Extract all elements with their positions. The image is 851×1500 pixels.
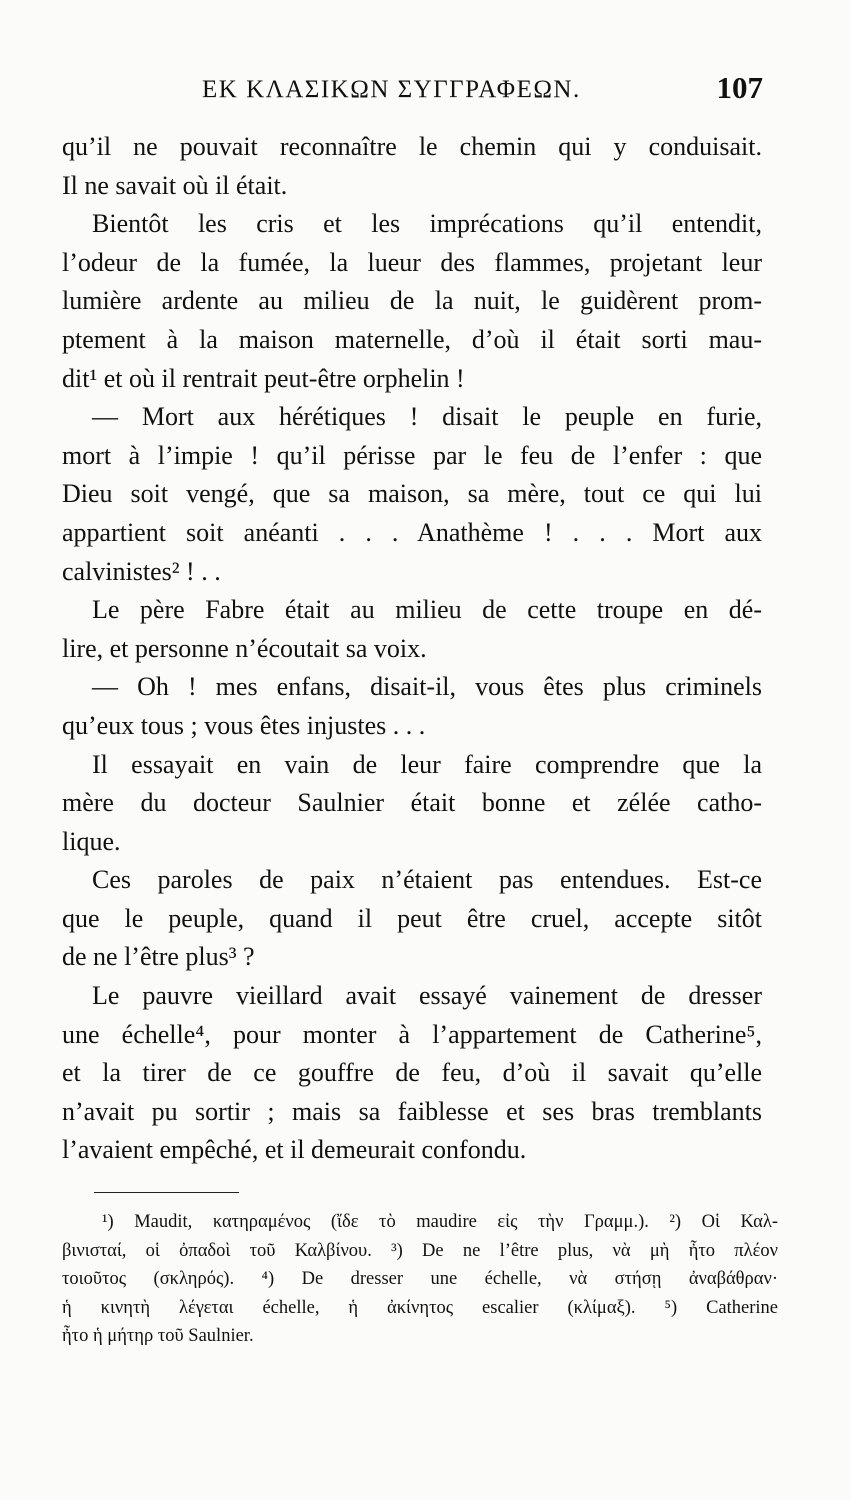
footnote-rule: [94, 1192, 239, 1193]
page-number: 107: [716, 70, 763, 105]
text-line: dit¹ et où il rentrait peut-être orphelin !: [62, 363, 465, 393]
text-line: Il essayait en vain de leur faire comprendre que la: [92, 749, 762, 779]
text-line: Le pauvre vieillard avait essayé vainement de dresser: [92, 981, 762, 1011]
text-line: ptement à la maison maternelle, d’où il était sorti mau-: [62, 324, 762, 354]
running-head: [60, 70, 763, 110]
text-line: Le père Fabre était au milieu de cette troupe en dé-: [92, 595, 762, 625]
text-line: appartient soit anéanti . . . Anathème ! . . . Mort aux: [62, 517, 762, 547]
footnote-line: ἦτο ἡ μήτηρ τοῦ Saulnier.: [62, 1326, 254, 1347]
text-line: n’avait pu sortir ; mais sa faiblesse et ses bras tremblants: [62, 1096, 762, 1126]
text-line: qu’eux tous ; vous êtes injustes . . .: [62, 710, 426, 740]
text-line: Ces paroles de paix n’étaient pas entendues. Est-ce: [92, 865, 762, 895]
text-line: l’odeur de la fumée, la lueur des flammes, projetant leur: [62, 247, 762, 277]
text-line: une échelle⁴, pour monter à l’appartement de Catherine⁵,: [62, 1019, 762, 1049]
text-line: Il ne savait où il était.: [62, 170, 288, 200]
text-line: lumière ardente au milieu de la nuit, le guidèrent prom-: [62, 286, 762, 316]
text-line: lique.: [62, 826, 121, 856]
text-line: l’avaient empêché, et il demeurait confondu.: [62, 1135, 527, 1165]
footnote-line: τοιοῦτος (σκληρός). ⁴) De dresser une échelle, νὰ στήσῃ ἀναβάθραν·: [62, 1269, 778, 1290]
text-line: qu’il ne pouvait reconnaître le chemin qui y conduisait.: [62, 132, 762, 161]
text-line: Bientôt les cris et les imprécations qu’il entendit,: [92, 209, 762, 239]
text-line: calvinistes² ! . .: [62, 556, 221, 586]
footnote-line: ¹) Maudit, κατηραμένος (ἴδε τὸ maudire εἰς τὴν Γραμμ.). ²) Οἱ Καλ-: [102, 1212, 778, 1232]
body-text: [62, 128, 762, 1170]
footnotes: [62, 1208, 778, 1351]
footnote-line: βινισταί, οἱ ὀπαδοὶ τοῦ Καλβίνου. ³) De ne l’être plus, νὰ μὴ ἦτο πλέον: [62, 1240, 778, 1261]
text-line: et la tirer de ce gouffre de feu, d’où il savait qu’elle: [62, 1058, 762, 1088]
text-line: de ne l’être plus³ ?: [62, 942, 255, 972]
running-title: ΕΚ ΚΛΑΣΙΚΩΝ ΣΥΓΓΡΑΦΕΩΝ.: [202, 76, 581, 103]
text-line: mort à l’impie ! qu’il périsse par le feu de l’enfer : que: [62, 440, 762, 470]
text-line: lire, et personne n’écoutait sa voix.: [62, 633, 427, 663]
text-line: mère du docteur Saulnier était bonne et zélée catho-: [62, 788, 762, 818]
text-line: — Mort aux hérétiques ! disait le peuple en furie,: [92, 402, 762, 432]
footnote-line: ἡ κινητὴ λέγεται échelle, ἡ ἀκίνητος escalier (κλίμαξ). ⁵) Catherine: [62, 1297, 778, 1318]
text-line: — Oh ! mes enfans, disait-il, vous êtes plus criminels: [92, 672, 762, 702]
text-line: que le peuple, quand il peut être cruel, accepte sitôt: [62, 903, 762, 933]
text-line: Dieu soit vengé, que sa maison, sa mère, tout ce qui lui: [62, 479, 762, 509]
